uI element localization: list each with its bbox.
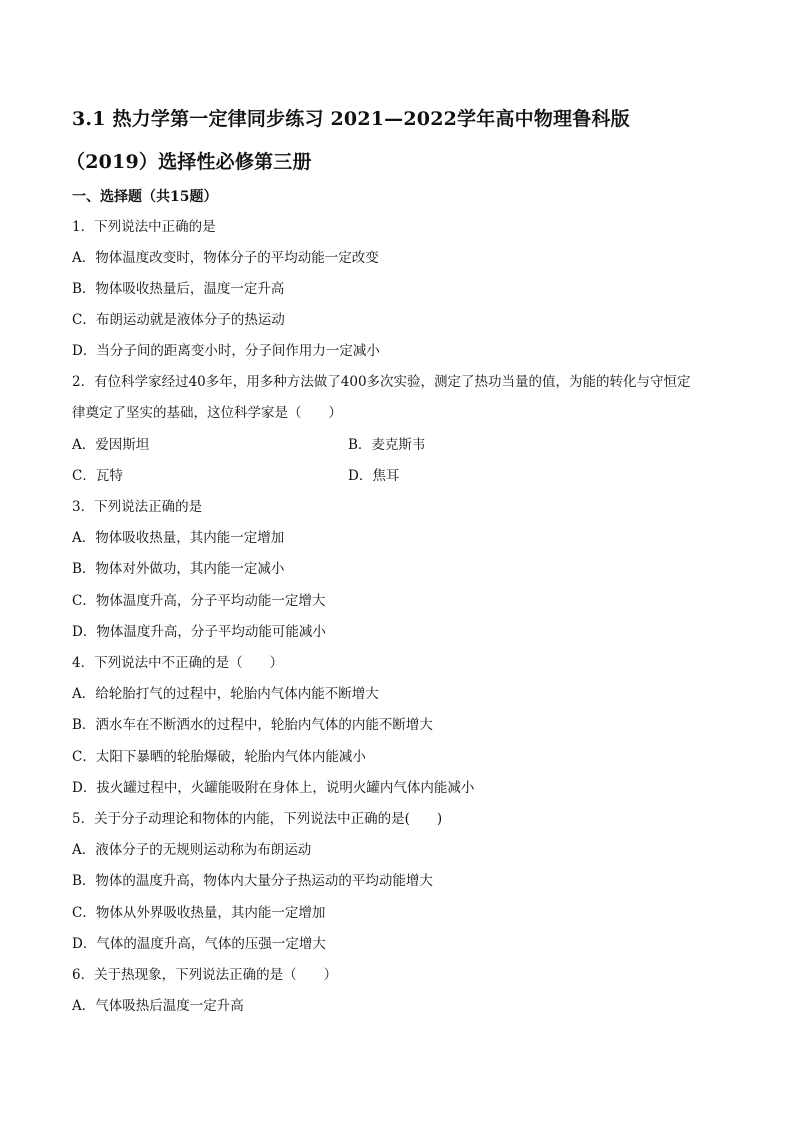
question-2-option-b: B．麦克斯韦: [348, 437, 426, 453]
question-6-option-a: A．气体吸热后温度一定升高: [72, 998, 244, 1014]
question-2-option-c: C．瓦特: [72, 468, 123, 484]
question-3-option-c: C．物体温度升高，分子平均动能一定增大: [72, 593, 326, 609]
question-2-option-a: A．爱因斯坦: [72, 437, 150, 453]
question-3-option-a: A．物体吸收热量，其内能一定增加: [72, 530, 285, 546]
question-1-option-b: B．物体吸收热量后，温度一定升高: [72, 281, 285, 297]
question-4-option-a: A．给轮胎打气的过程中，轮胎内气体内能不断增大: [72, 686, 379, 702]
question-3-stem: 3．下列说法正确的是: [72, 499, 203, 515]
question-5-stem: 5．关于分子动理论和物体的内能，下列说法中正确的是( ): [72, 811, 443, 827]
question-2-stem-line-1: 2．有位科学家经过40多年，用多种方法做了400多次实验，测定了热功当量的值，为能的转化与守恒定: [72, 374, 691, 390]
question-1-option-d: D．当分子间的距离变小时，分子间作用力一定减小: [72, 343, 380, 359]
document-title-line-2: （2019）选择性必修第三册: [66, 151, 312, 173]
question-2-stem-line-2: 律奠定了坚实的基础，这位科学家是（ ）: [72, 405, 342, 421]
question-4-option-d: D．拔火罐过程中，火罐能吸附在身体上，说明火罐内气体内能减小: [72, 780, 475, 796]
question-5-option-a: A．液体分子的无规则运动称为布朗运动: [72, 842, 312, 858]
question-3-option-d: D．物体温度升高，分子平均动能可能减小: [72, 624, 326, 640]
question-1-stem: 1．下列说法中正确的是: [72, 219, 216, 235]
question-5-option-c: C．物体从外界吸收热量，其内能一定增加: [72, 905, 326, 921]
question-1-option-a: A．物体温度改变时，物体分子的平均动能一定改变: [72, 250, 379, 266]
question-5-option-d: D．气体的温度升高，气体的压强一定增大: [72, 936, 326, 952]
question-2-option-d: D．焦耳: [348, 468, 400, 484]
question-3-option-b: B．物体对外做功，其内能一定减小: [72, 561, 285, 577]
section-heading: 一、选择题（共15题）: [72, 189, 218, 205]
document-title-line-1: 3.1 热力学第一定律同步练习 2021—2022学年高中物理鲁科版: [72, 108, 630, 130]
question-4-option-c: C．太阳下暴晒的轮胎爆破，轮胎内气体内能减小: [72, 749, 366, 765]
question-5-option-b: B．物体的温度升高，物体内大量分子热运动的平均动能增大: [72, 873, 433, 889]
question-6-stem: 6．关于热现象，下列说法正确的是（ ）: [72, 967, 338, 983]
question-1-option-c: C．布朗运动就是液体分子的热运动: [72, 312, 285, 328]
question-4-option-b: B．洒水车在不断洒水的过程中，轮胎内气体的内能不断增大: [72, 717, 433, 733]
question-4-stem: 4．下列说法中不正确的是（ ）: [72, 655, 284, 671]
